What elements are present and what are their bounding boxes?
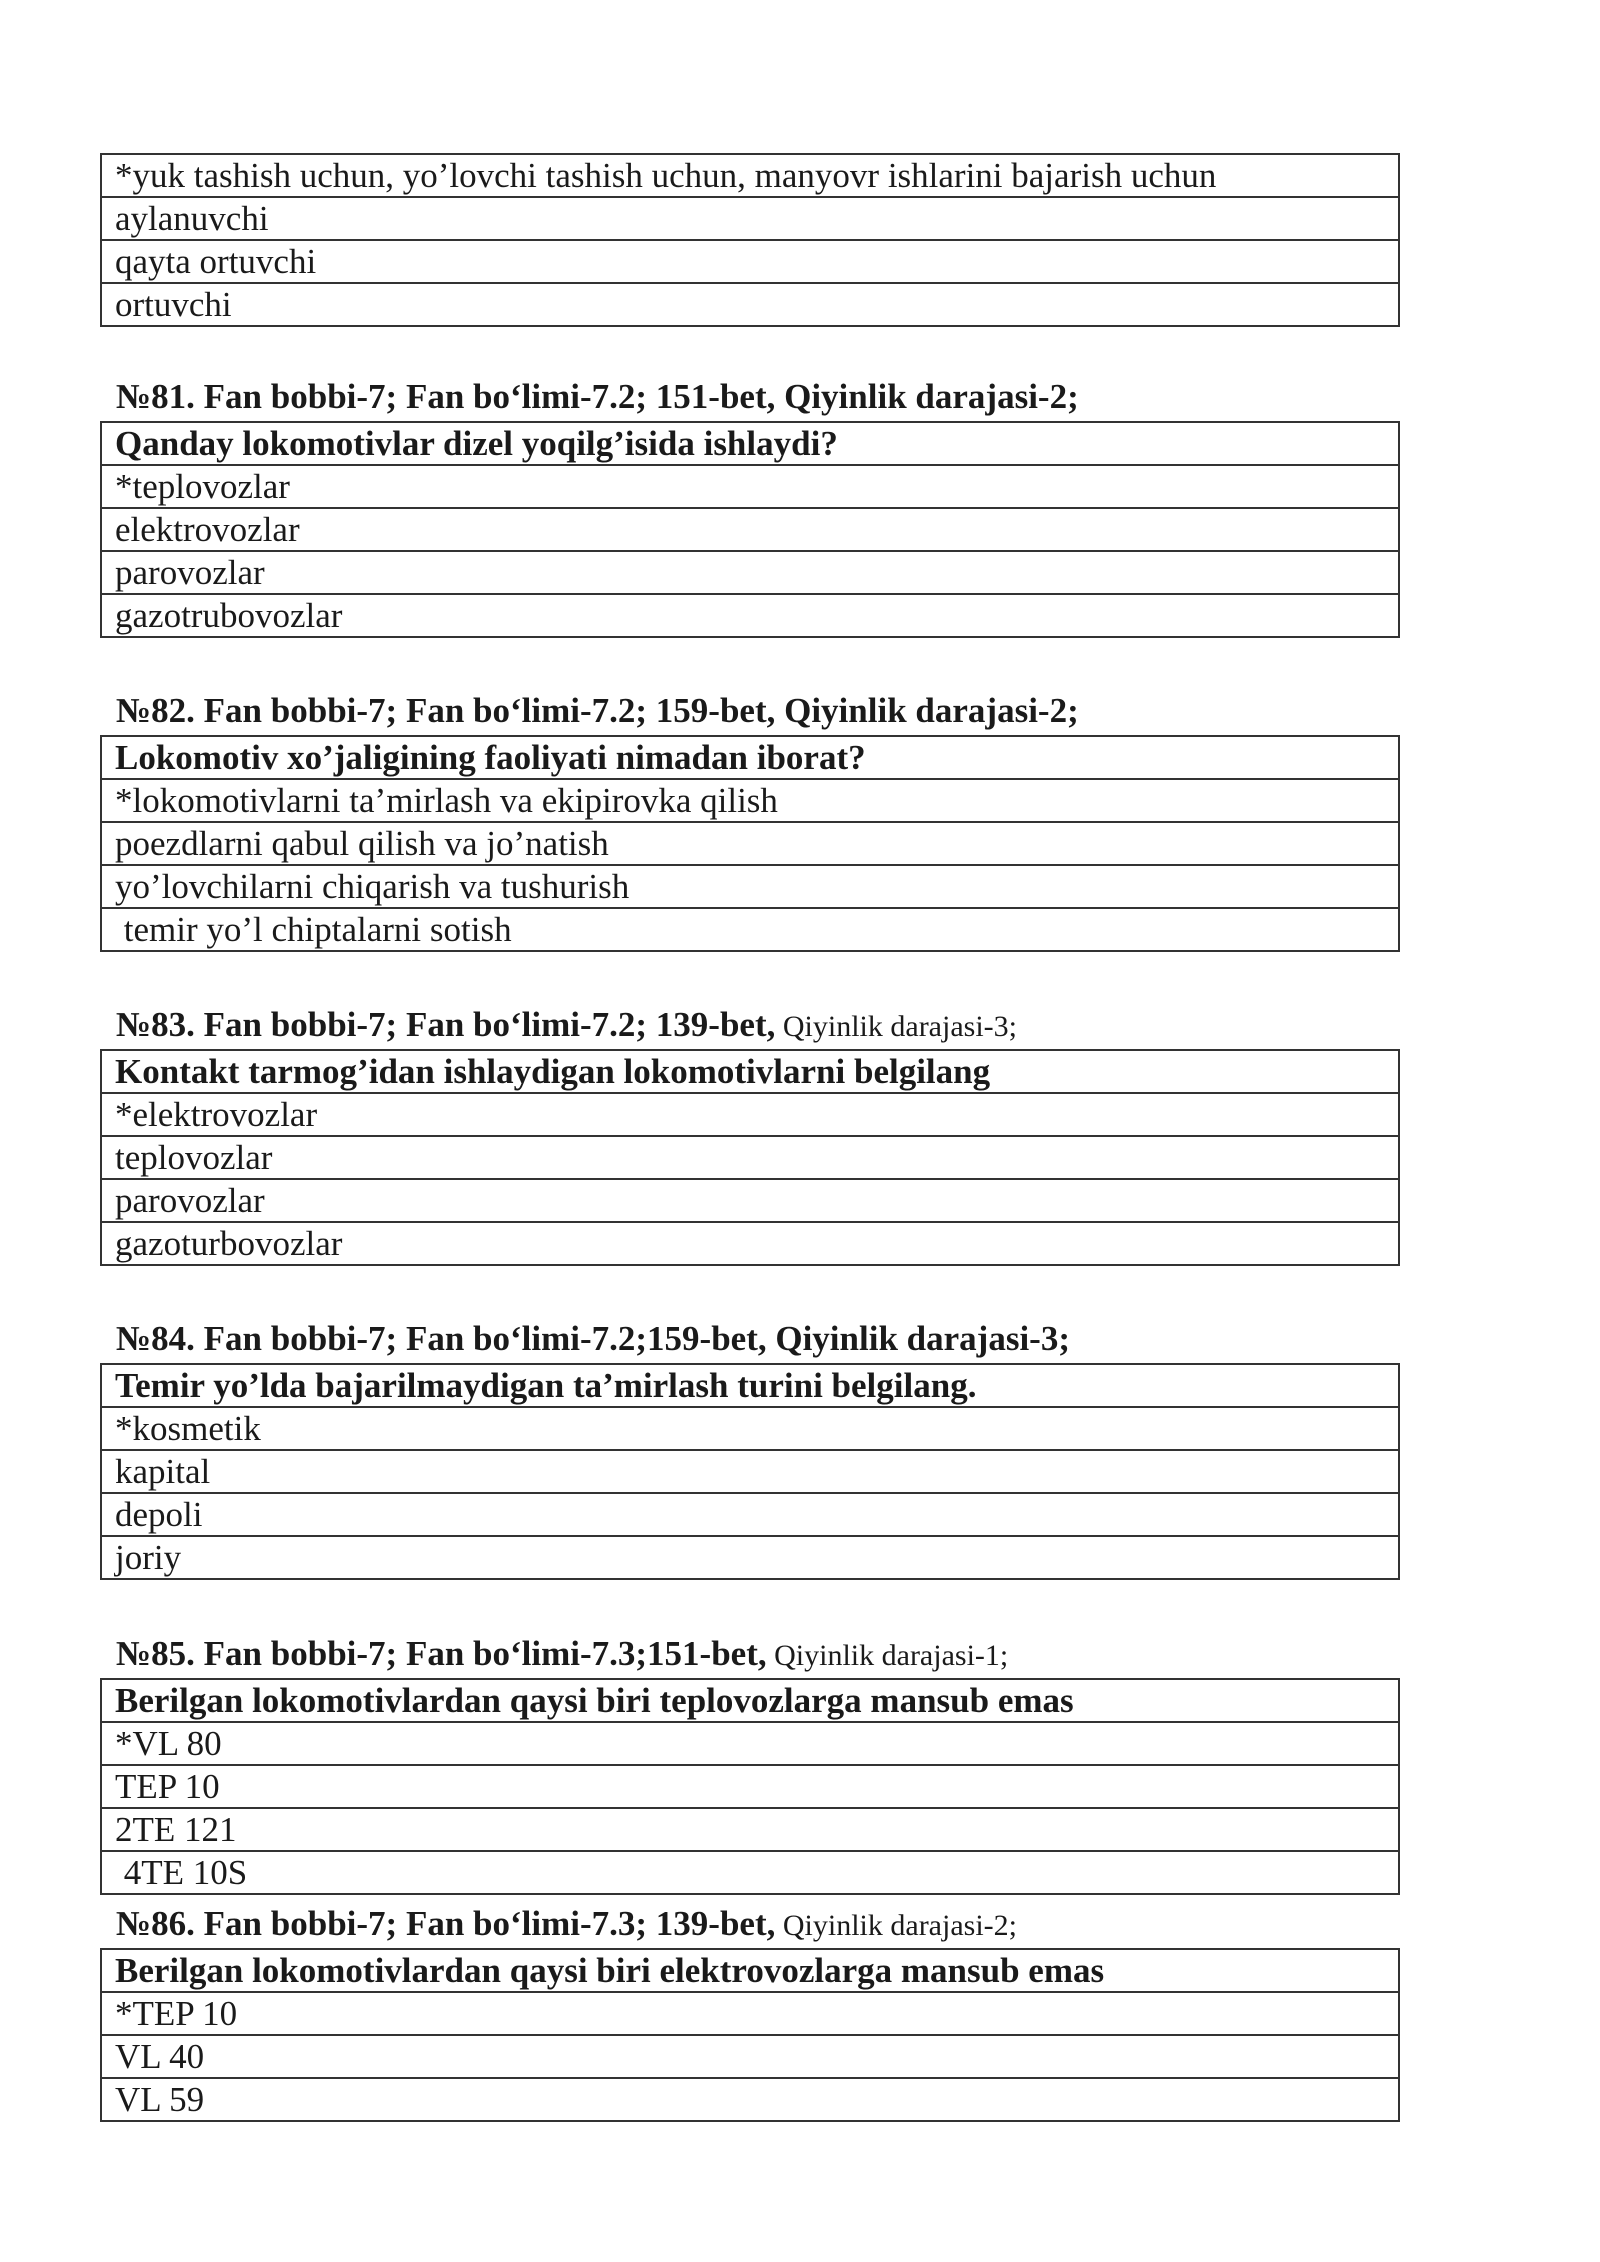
answer-table (100, 1049, 1400, 1266)
answer-option: *elektrovozlar (101, 1093, 1399, 1136)
answer-option: *yuk tashish uchun, yo’lovchi tashish uchun, manyovr ishlarini bajarish uchun (101, 154, 1399, 197)
answer-option: qayta ortuvchi (101, 240, 1399, 283)
answer-option: kapital (101, 1450, 1399, 1493)
answer-option: 2TE 121 (101, 1808, 1399, 1851)
answer-option: *teplovozlar (101, 465, 1399, 508)
question-text: Kontakt tarmog’idan ishlaydigan lokomotivlarni belgilang (101, 1050, 1399, 1093)
question-text: Temir yo’lda bajarilmaydigan ta’mirlash turini belgilang. (101, 1364, 1399, 1407)
answer-option: 4TE 10S (101, 1851, 1399, 1894)
answer-table (100, 1363, 1400, 1580)
question-text: Berilgan lokomotivlardan qaysi biri teplovozlarga mansub emas (101, 1679, 1399, 1722)
answer-option: yo’lovchilarni chiqarish va tushurish (101, 865, 1399, 908)
answer-option: VL 59 (101, 2078, 1399, 2121)
answer-option: joriy (101, 1536, 1399, 1579)
question-header: №83. Fan bobbi-7; Fan bo‘limi-7.2; 139-bet, Qiyinlik darajasi-3; (116, 1005, 1017, 1044)
answer-table (100, 1948, 1400, 2122)
question-header: №85. Fan bobbi-7; Fan bo‘limi-7.3;151-bet, Qiyinlik darajasi-1; (116, 1634, 1009, 1673)
answer-option: parovozlar (101, 551, 1399, 594)
answer-table (100, 153, 1400, 327)
answer-option: *TEP 10 (101, 1992, 1399, 2035)
answer-table (100, 1678, 1400, 1895)
answer-option: TEP 10 (101, 1765, 1399, 1808)
answer-option: teplovozlar (101, 1136, 1399, 1179)
answer-option: *lokomotivlarni ta’mirlash va ekipirovka qilish (101, 779, 1399, 822)
answer-option: temir yo’l chiptalarni sotish (101, 908, 1399, 951)
answer-option: elektrovozlar (101, 508, 1399, 551)
answer-option: *VL 80 (101, 1722, 1399, 1765)
question-header: №86. Fan bobbi-7; Fan bo‘limi-7.3; 139-bet, Qiyinlik darajasi-2; (116, 1904, 1017, 1943)
question-header: №84. Fan bobbi-7; Fan bo‘limi-7.2;159-bet, Qiyinlik darajasi-3; (116, 1319, 1070, 1358)
answer-option: VL 40 (101, 2035, 1399, 2078)
answer-option: ortuvchi (101, 283, 1399, 326)
answer-option: depoli (101, 1493, 1399, 1536)
question-header: №82. Fan bobbi-7; Fan bo‘limi-7.2; 159-bet, Qiyinlik darajasi-2; (116, 691, 1079, 730)
question-text: Lokomotiv xo’jaligining faoliyati nimadan iborat? (101, 736, 1399, 779)
question-header: №81. Fan bobbi-7; Fan bo‘limi-7.2; 151-bet, Qiyinlik darajasi-2; (116, 377, 1079, 416)
answer-option: parovozlar (101, 1179, 1399, 1222)
answer-option: poezdlarni qabul qilish va jo’natish (101, 822, 1399, 865)
answer-table (100, 735, 1400, 952)
answer-option: aylanuvchi (101, 197, 1399, 240)
answer-option: gazotrubovozlar (101, 594, 1399, 637)
question-text: Berilgan lokomotivlardan qaysi biri elektrovozlarga mansub emas (101, 1949, 1399, 1992)
answer-option: *kosmetik (101, 1407, 1399, 1450)
answer-option: gazoturbovozlar (101, 1222, 1399, 1265)
question-text: Qanday lokomotivlar dizel yoqilg’isida ishlaydi? (101, 422, 1399, 465)
answer-table (100, 421, 1400, 638)
